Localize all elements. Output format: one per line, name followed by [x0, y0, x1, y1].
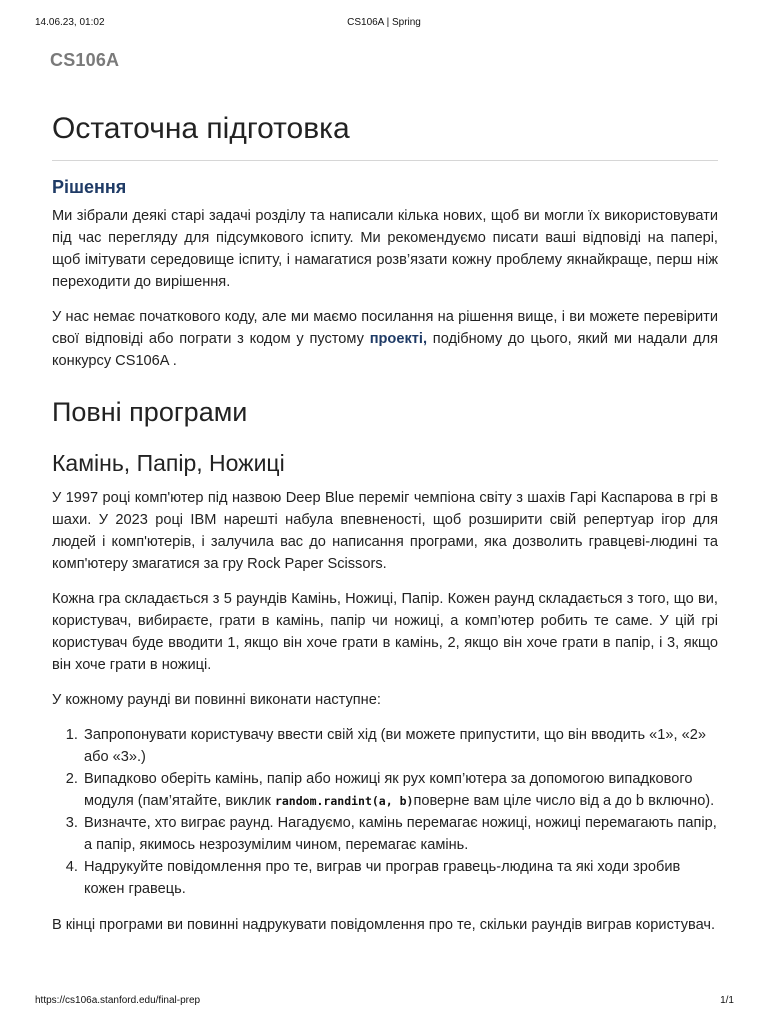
project-link[interactable]: проекті,: [369, 331, 428, 347]
inline-code-randint: random.randint(a, b): [274, 794, 414, 808]
rps-paragraph-1: У 1997 році комп'ютер під назвою Deep Blue переміг чемпіона світу з шахів Гарі Каспарова в грі в шахи. У 2023 році IBM нарешті набула впевненості, щоб розширити свій репертуар ігор для людей і комп'ютерів, і залучила вас до написання програми, яка дозволить гравцеві-людині та комп'ютеру змагатися за гру Rock Paper Scissors.: [52, 490, 718, 572]
page-title: Остаточна підготовка: [52, 112, 718, 161]
intro-p2-text-before: У нас немає початкового коду, але ми маємо посилання на рішення вище, і ви можете перевірити свої відповіді або пограти з кодом у пустому: [52, 309, 718, 347]
intro-paragraph-1: Ми зібрали деякі старі задачі розділу та написали кілька нових, щоб ви могли їх використовувати під час перегляду для підсумкового іспиту. Ми рекомендуємо писати ваші відповіді на папері, щоб імітувати середовище іспиту, і намагатися розв’язати кожну проблему якнайкраще, перш ніж переходити до вирішення.: [52, 208, 718, 290]
intro-p2-text-after: подібному до цього, який ми надали для конкурсу CS106A .: [52, 331, 718, 369]
step-2-text-after: поверне вам ціле число від a до b включно).: [413, 793, 715, 809]
list-item: 3. Визначте, хто виграє раунд. Нагадуємо, камінь перемагає ножиці, ножиці перемагають папір, а папір, якимось незрозумілим чином, перемагає камінь.: [82, 812, 718, 856]
rps-paragraph-2: Кожна гра складається з 5 раундів Камінь, Ножиці, Папір. Кожен раунд складається з того, що ви, користувач, вибираєте, грати в камінь, папір чи ножиці, а комп’ютер робить те саме. У цій грі користувач буде вводити 1, якщо він хоче грати в камінь, 2, якщо він хоче грати в папір, і 3, якщо він хоче грати в ножиці.: [52, 591, 718, 673]
solutions-heading[interactable]: Рішення: [52, 177, 127, 197]
main-content: [52, 112, 718, 949]
rps-heading: Камінь, Папір, Ножиці: [52, 450, 285, 476]
print-datetime: 14.06.23, 01:02: [35, 17, 105, 28]
rps-paragraph-3: У кожному раунді ви повинні виконати наступне:: [52, 692, 381, 708]
print-page-number: 1/1: [720, 995, 734, 1006]
list-item: [82, 768, 718, 812]
print-url: https://cs106a.stanford.edu/final-prep: [35, 995, 201, 1006]
list-item: 1. Запропонувати користувачу ввести свій хід (ви можете припустити, що він вводить «1», «2» або «3».): [82, 724, 718, 768]
intro-paragraph-2: [52, 306, 718, 372]
site-brand[interactable]: CS106A: [50, 50, 120, 70]
print-tab-title: CS106A | Spring: [347, 17, 421, 28]
rps-paragraph-4: В кінці програми ви повинні надрукувати повідомлення про те, скільки раундів виграв користувач.: [52, 917, 716, 933]
list-item: 4. Надрукуйте повідомлення про те, виграв чи програв гравець-людина та які ходи зробив кожен гравець.: [82, 856, 718, 900]
rps-steps-list: [52, 724, 718, 900]
step-2-text-before: Випадково оберіть камінь, папір або ножиці як рух комп’ютера за допомогою випадкового модуля (пам’ятайте, виклик: [84, 771, 693, 809]
section-full-programs-heading: Повні програми: [52, 397, 248, 427]
